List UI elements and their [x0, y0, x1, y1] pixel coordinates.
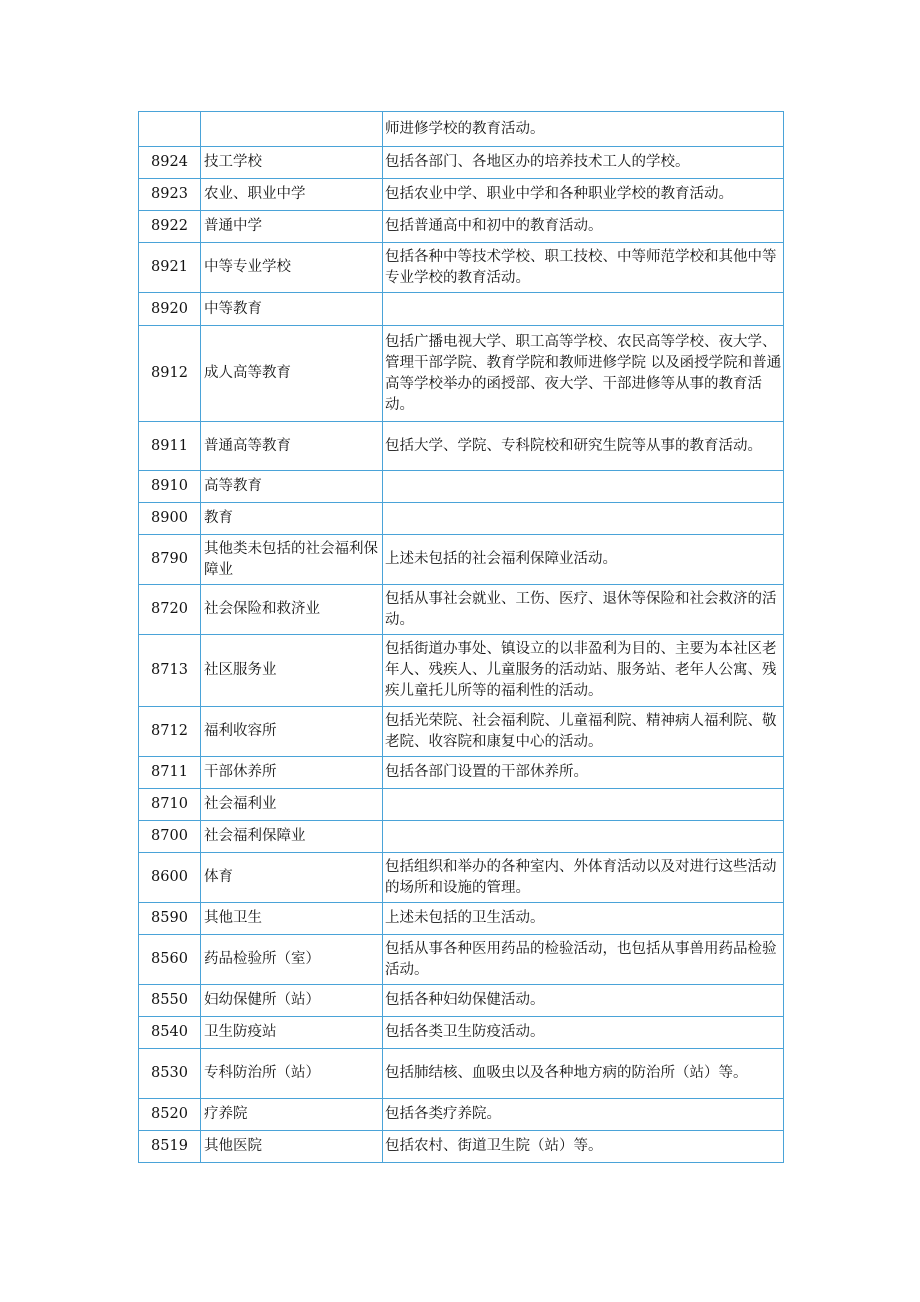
name-cell: 社会福利业 [201, 789, 383, 821]
table-row [139, 112, 784, 147]
table-row [139, 1017, 784, 1049]
name-cell: 普通中学 [201, 211, 383, 243]
code-cell: 8720 [139, 585, 201, 635]
table-row [139, 757, 784, 789]
description-cell: 包括广播电视大学、职工高等学校、农民高等学校、夜大学、管理干部学院、教育学院和教师进修学院 以及函授学院和普通高等学校举办的函授部、夜大学、干部进修等从事的教育活动。 [383, 326, 784, 422]
table-row [139, 1099, 784, 1131]
name-cell: 社会福利保障业 [201, 821, 383, 853]
name-cell: 体育 [201, 853, 383, 903]
description-cell [383, 821, 784, 853]
code-cell: 8711 [139, 757, 201, 789]
description-cell: 包括农村、街道卫生院（站）等。 [383, 1131, 784, 1163]
table-row [139, 707, 784, 757]
code-cell [139, 112, 201, 147]
table-row [139, 1131, 784, 1163]
code-cell: 8560 [139, 935, 201, 985]
description-cell: 包括各类卫生防疫活动。 [383, 1017, 784, 1049]
description-cell: 包括从事社会就业、工伤、医疗、退休等保险和社会救济的活动。 [383, 585, 784, 635]
name-cell: 社会保险和救济业 [201, 585, 383, 635]
code-cell: 8923 [139, 179, 201, 211]
name-cell: 教育 [201, 503, 383, 535]
name-cell: 普通高等教育 [201, 422, 383, 471]
code-cell: 8600 [139, 853, 201, 903]
description-cell: 包括普通高中和初中的教育活动。 [383, 211, 784, 243]
table-row [139, 503, 784, 535]
industry-code-table [138, 111, 784, 1163]
table-row [139, 243, 784, 293]
description-cell: 包括各部门、各地区办的培养技术工人的学校。 [383, 147, 784, 179]
name-cell: 中等教育 [201, 293, 383, 326]
name-cell: 社区服务业 [201, 635, 383, 707]
table-row [139, 635, 784, 707]
name-cell: 药品检验所（室） [201, 935, 383, 985]
code-cell: 8900 [139, 503, 201, 535]
code-cell: 8910 [139, 471, 201, 503]
code-cell: 8530 [139, 1049, 201, 1099]
description-cell: 包括街道办事处、镇设立的以非盈利为目的、主要为本社区老年人、残疾人、儿童服务的活动站、服务站、老年人公寓、残疾儿童托儿所等的福利性的活动。 [383, 635, 784, 707]
description-cell: 包括肺结核、血吸虫以及各种地方病的防治所（站）等。 [383, 1049, 784, 1099]
table-row [139, 985, 784, 1017]
table-row [139, 535, 784, 585]
code-cell: 8922 [139, 211, 201, 243]
description-cell: 包括各种妇幼保健活动。 [383, 985, 784, 1017]
name-cell: 中等专业学校 [201, 243, 383, 293]
table-row [139, 147, 784, 179]
table-row [139, 179, 784, 211]
code-cell: 8710 [139, 789, 201, 821]
name-cell: 专科防治所（站） [201, 1049, 383, 1099]
table-row [139, 471, 784, 503]
description-cell: 师进修学校的教育活动。 [383, 112, 784, 147]
description-cell: 上述未包括的卫生活动。 [383, 903, 784, 935]
table-row [139, 326, 784, 422]
name-cell: 农业、职业中学 [201, 179, 383, 211]
code-cell: 8911 [139, 422, 201, 471]
name-cell: 技工学校 [201, 147, 383, 179]
description-cell: 包括从事各种医用药品的检验活动，也包括从事兽用药品检验活动。 [383, 935, 784, 985]
code-cell: 8790 [139, 535, 201, 585]
table-row [139, 585, 784, 635]
description-cell: 包括各种中等技术学校、职工技校、中等师范学校和其他中等专业学校的教育活动。 [383, 243, 784, 293]
name-cell: 其他类未包括的社会福利保障业 [201, 535, 383, 585]
name-cell [201, 112, 383, 147]
code-cell: 8520 [139, 1099, 201, 1131]
code-cell: 8924 [139, 147, 201, 179]
name-cell: 高等教育 [201, 471, 383, 503]
code-cell: 8920 [139, 293, 201, 326]
code-cell: 8912 [139, 326, 201, 422]
description-cell [383, 789, 784, 821]
table-row [139, 789, 784, 821]
table-row [139, 293, 784, 326]
name-cell: 妇幼保健所（站） [201, 985, 383, 1017]
table-row [139, 422, 784, 471]
code-cell: 8921 [139, 243, 201, 293]
code-cell: 8590 [139, 903, 201, 935]
table-row [139, 903, 784, 935]
name-cell: 卫生防疫站 [201, 1017, 383, 1049]
name-cell: 福利收容所 [201, 707, 383, 757]
code-cell: 8550 [139, 985, 201, 1017]
code-cell: 8700 [139, 821, 201, 853]
name-cell: 其他医院 [201, 1131, 383, 1163]
table-row [139, 211, 784, 243]
description-cell: 包括光荣院、社会福利院、儿童福利院、精神病人福利院、敬老院、收容院和康复中心的活动。 [383, 707, 784, 757]
description-cell: 包括大学、学院、专科院校和研究生院等从事的教育活动。 [383, 422, 784, 471]
name-cell: 疗养院 [201, 1099, 383, 1131]
code-cell: 8713 [139, 635, 201, 707]
description-cell: 包括各部门设置的干部休养所。 [383, 757, 784, 789]
name-cell: 其他卫生 [201, 903, 383, 935]
description-cell: 上述未包括的社会福利保障业活动。 [383, 535, 784, 585]
name-cell: 成人高等教育 [201, 326, 383, 422]
description-cell: 包括各类疗养院。 [383, 1099, 784, 1131]
description-cell [383, 503, 784, 535]
table-row [139, 821, 784, 853]
description-cell: 包括组织和举办的各种室内、外体育活动以及对进行这些活动的场所和设施的管理。 [383, 853, 784, 903]
table-row [139, 853, 784, 903]
code-cell: 8540 [139, 1017, 201, 1049]
name-cell: 干部休养所 [201, 757, 383, 789]
description-cell: 包括农业中学、职业中学和各种职业学校的教育活动。 [383, 179, 784, 211]
code-cell: 8712 [139, 707, 201, 757]
code-cell: 8519 [139, 1131, 201, 1163]
table-row [139, 1049, 784, 1099]
description-cell [383, 471, 784, 503]
description-cell [383, 293, 784, 326]
table-row [139, 935, 784, 985]
